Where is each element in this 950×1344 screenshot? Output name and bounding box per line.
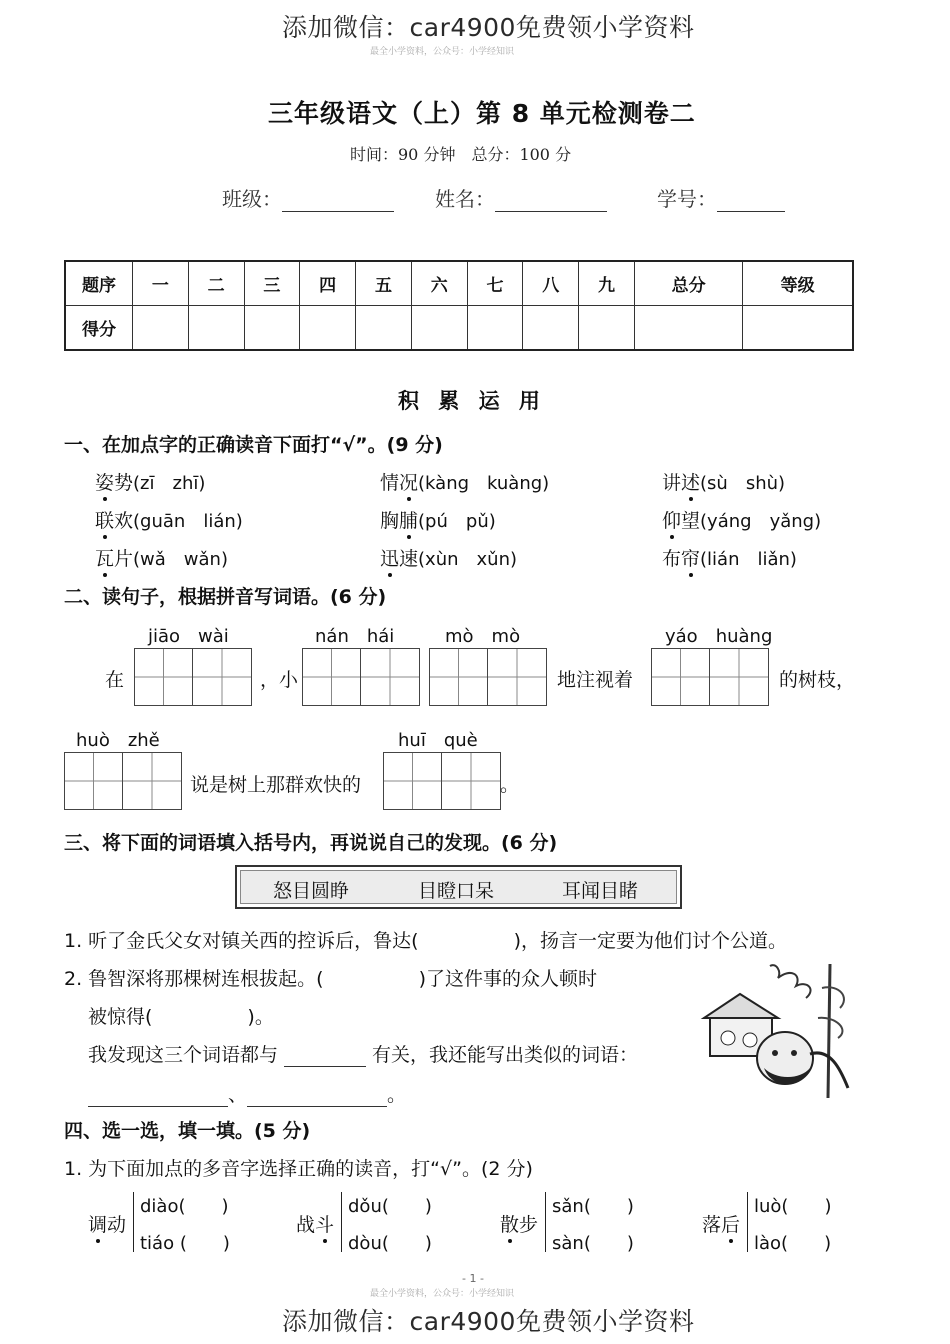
question-1-title: 一、在加点字的正确读音下面打“√”。(9 分) [64, 434, 443, 456]
q4-word: 战斗 [296, 1210, 334, 1237]
q4-word: 散步 [500, 1210, 538, 1237]
score-table-cell: 八 [523, 261, 579, 306]
score-input-cell[interactable] [244, 306, 300, 351]
score-input-cell[interactable] [411, 306, 467, 351]
question-3-title: 三、将下面的词语填入括号内，再说说自己的发现。(6 分) [64, 832, 558, 854]
exam-time-score: 时间：90 分钟 总分：100 分 [350, 145, 572, 164]
q4-option[interactable]: sàn( ) [552, 1233, 634, 1254]
word-bank-item: 耳闻目睹 [562, 880, 639, 902]
student-id-label: 学号： [657, 187, 717, 211]
q4-option[interactable]: sǎn( ) [552, 1196, 634, 1217]
score-input-cell[interactable] [523, 306, 579, 351]
q2-pinyin: mò mò [445, 626, 521, 647]
writing-grid[interactable] [134, 648, 252, 706]
q2-text: 。 [500, 774, 520, 796]
q1-item: 胸脯(pú pǔ) [380, 506, 496, 533]
score-input-cell[interactable] [579, 306, 635, 351]
q3-sentence-2b: 被惊得( )。 [88, 1006, 274, 1028]
q2-pinyin: huī què [398, 730, 478, 751]
score-input-cell[interactable] [743, 306, 853, 351]
name-label: 姓名： [435, 187, 495, 211]
q4-option[interactable]: lào( ) [754, 1233, 832, 1254]
class-field[interactable] [222, 183, 394, 212]
q2-pinyin: nán hái [315, 626, 395, 647]
q2-pinyin: yáo huàng [665, 626, 773, 647]
score-table-cell: 五 [356, 261, 412, 306]
q4-word: 调动 [88, 1210, 126, 1237]
word-bank-item: 怒目圆睁 [273, 880, 350, 902]
q2-text: ，小 [260, 669, 299, 691]
score-table [64, 260, 854, 351]
score-input-cell[interactable] [133, 306, 189, 351]
q4-option[interactable]: tiáo ( ) [140, 1233, 230, 1254]
footer-faint-text: 最全小学资料，公众号：小学经知识 [370, 1289, 515, 1299]
header-faint-text: 最全小学资料，公众号：小学经知识 [370, 47, 515, 57]
score-input-cell[interactable] [356, 306, 412, 351]
page-number: - 1 - [462, 1272, 484, 1285]
q3-sentence-1: 1. 听了金氏父女对镇关西的控诉后，鲁达( )，扬言一定要为他们讨个公道。 [64, 930, 787, 952]
q4-option[interactable]: dòu( ) [348, 1233, 432, 1254]
q1-item: 迅速(xùn xǔn) [380, 544, 517, 571]
writing-grid[interactable] [383, 752, 501, 810]
answer-blank[interactable] [284, 1048, 366, 1067]
watermark-footer: 添加微信：car4900免费领小学资料 [282, 1307, 695, 1336]
writing-grid[interactable] [302, 648, 420, 706]
q3-sentence-2a: 2. 鲁智深将那棵树连根拔起。( )了这件事的众人顿时 [64, 968, 597, 990]
page-title: 三年级语文（上）第 8 单元检测卷二 [268, 99, 696, 128]
q1-item: 布帘(lián liǎn) [662, 544, 797, 571]
score-table-cell: 总分 [634, 261, 742, 306]
q3-similar-words-line: 、 。 [88, 1080, 406, 1107]
q4-option[interactable]: dǒu( ) [348, 1196, 432, 1217]
score-input-cell[interactable] [300, 306, 356, 351]
section-title: 积 累 运 用 [398, 389, 546, 413]
q4-option[interactable]: luò( ) [754, 1196, 832, 1217]
answer-blank[interactable] [88, 1088, 228, 1107]
q2-text: 在 [105, 669, 125, 691]
class-label: 班级： [222, 187, 282, 211]
q4-subquestion-1: 1. 为下面加点的多音字选择正确的读音，打“√”。(2 分) [64, 1158, 533, 1180]
score-table-cell: 三 [244, 261, 300, 306]
watermark-header: 添加微信：car4900免费领小学资料 [282, 13, 695, 42]
score-table-cell: 九 [579, 261, 635, 306]
score-table-cell: 一 [133, 261, 189, 306]
score-row-label: 得分 [65, 306, 133, 351]
writing-grid[interactable] [429, 648, 547, 706]
q1-item: 仰望(yáng yǎng) [662, 506, 821, 533]
student-id-field[interactable] [657, 183, 785, 212]
score-input-cell[interactable] [467, 306, 523, 351]
score-table-header-row [65, 261, 853, 306]
score-table-cell: 二 [188, 261, 244, 306]
question-4-title: 四、选一选，填一填。(5 分) [64, 1120, 311, 1142]
score-table-cell: 六 [411, 261, 467, 306]
q1-item: 姿势(zī zhī) [95, 468, 205, 495]
q2-pinyin: huò zhě [76, 730, 160, 751]
score-table-cell: 七 [467, 261, 523, 306]
score-table-score-row [65, 306, 853, 351]
question-2-title: 二、读句子，根据拼音写词语。(6 分) [64, 586, 387, 608]
writing-grid[interactable] [64, 752, 182, 810]
lu-zhishen-illustration [690, 958, 855, 1103]
writing-grid[interactable] [651, 648, 769, 706]
q1-item: 情况(kàng kuàng) [380, 468, 549, 495]
score-input-cell[interactable] [188, 306, 244, 351]
score-table-cell: 四 [300, 261, 356, 306]
q2-text: 说是树上那群欢快的 [190, 774, 362, 796]
name-field[interactable] [435, 183, 607, 212]
answer-blank[interactable] [247, 1088, 387, 1107]
q3-discovery-line: 我发现这三个词语都与 有关，我还能写出类似的词语： [88, 1044, 639, 1066]
q4-option[interactable]: diào( ) [140, 1196, 229, 1217]
q1-item: 瓦片(wǎ wǎn) [95, 544, 228, 571]
q1-item: 联欢(guān lián) [95, 506, 243, 533]
q4-word: 落后 [702, 1210, 740, 1237]
q1-item: 讲述(sù shù) [662, 468, 785, 495]
score-table-cell: 等级 [743, 261, 853, 306]
q2-text: 地注视着 [557, 669, 634, 691]
score-table-cell: 题序 [65, 261, 133, 306]
q2-pinyin: jiāo wài [148, 626, 229, 647]
score-input-cell[interactable] [634, 306, 742, 351]
q2-text: 的树枝， [779, 669, 856, 691]
word-bank-item: 目瞪口呆 [418, 880, 495, 902]
